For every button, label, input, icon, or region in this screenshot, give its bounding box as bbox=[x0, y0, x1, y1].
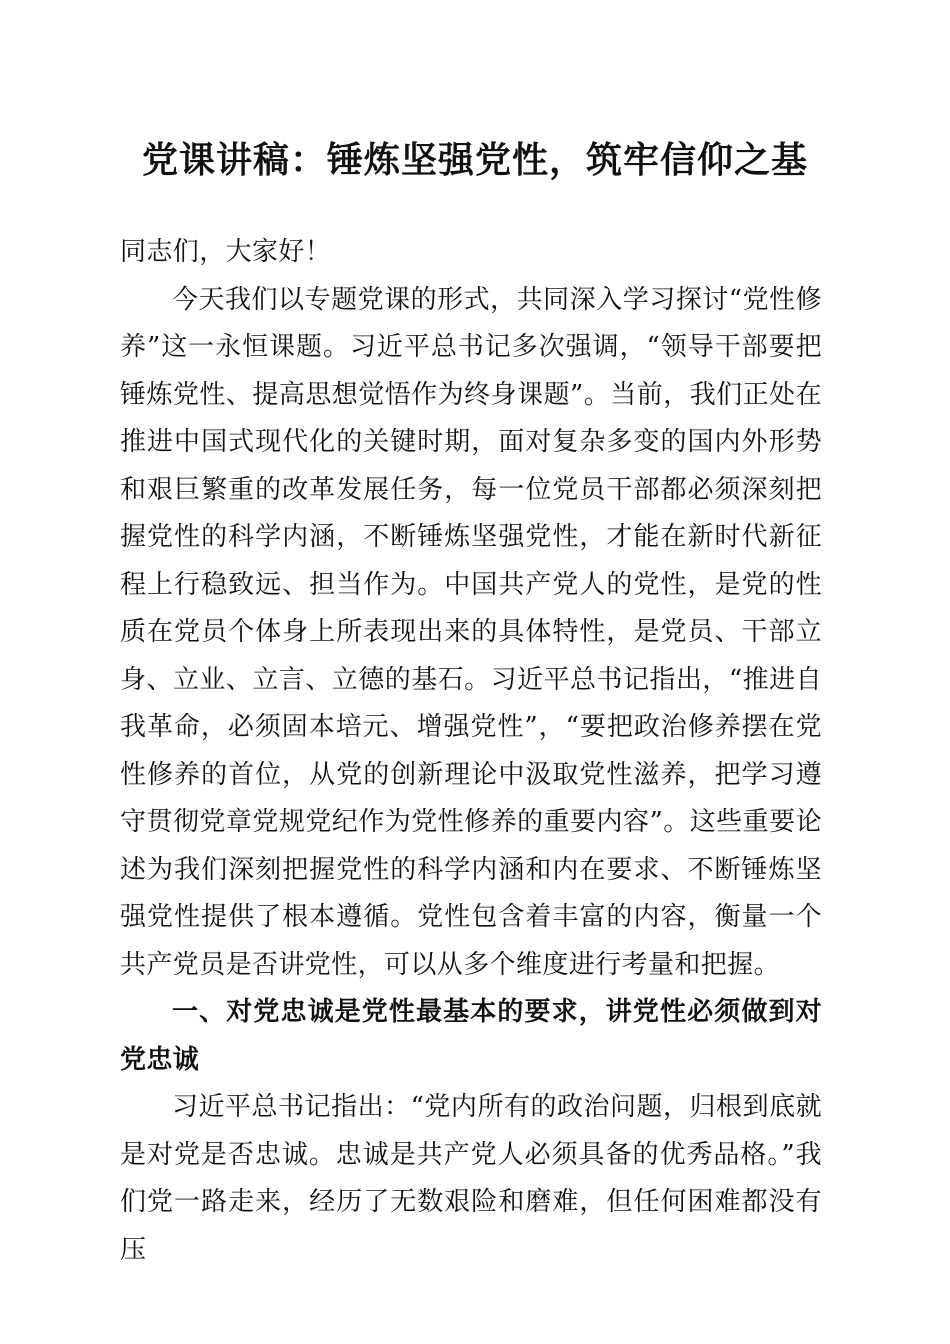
document-body bbox=[120, 229, 822, 1274]
intro-paragraph: 今天我们以专题党课的形式，共同深入学习探讨“党性修养”这一永恒课题。习近平总书记多次强调，“领导干部要把锤炼党性、提高思想觉悟作为终身课题”。当前，我们正处在推进中国式现代化的关键时期，面对复杂多变的国内外形势和艰巨繁重的改革发展任务，每一位党员干部都必须深刻把握党性的科学内涵，不断锤炼坚强党性，才能在新时代新征程上行稳致远、担当作为。中国共产党人的党性，是党的性质在党员个体身上所表现出来的具体特性，是党员、干部立身、立业、立言、立德的基石。习近平总书记指出，“推进自我革命，必须固本培元、增强党性”，“要把政治修养摆在党性修养的首位，从党的创新理论中汲取党性滋养，把学习遵守贯彻党章党规党纪作为党性修养的重要内容”。这些重要论述为我们深刻把握党性的科学内涵和内在要求、不断锤炼坚强党性提供了根本遵循。党性包含着丰富的内容，衡量一个共产党员是否讲党性，可以从多个维度进行考量和把握。 bbox=[120, 284, 822, 980]
section-heading-1: 一、对党忠诚是党性最基本的要求，讲党性必须做到对党忠诚 bbox=[120, 997, 822, 1075]
section-1-paragraph: 习近平总书记指出：“党内所有的政治问题，归根到底就是对党是否忠诚。忠诚是共产党人必须具备的优秀品格。”我们党一路走来，经历了无数艰险和磨难，但任何困难都没有压 bbox=[120, 1092, 822, 1265]
greeting-line: 同志们，大家好！ bbox=[120, 237, 332, 267]
page-title: 党课讲稿：锤炼坚强党性，筑牢信仰之基 bbox=[141, 139, 808, 181]
